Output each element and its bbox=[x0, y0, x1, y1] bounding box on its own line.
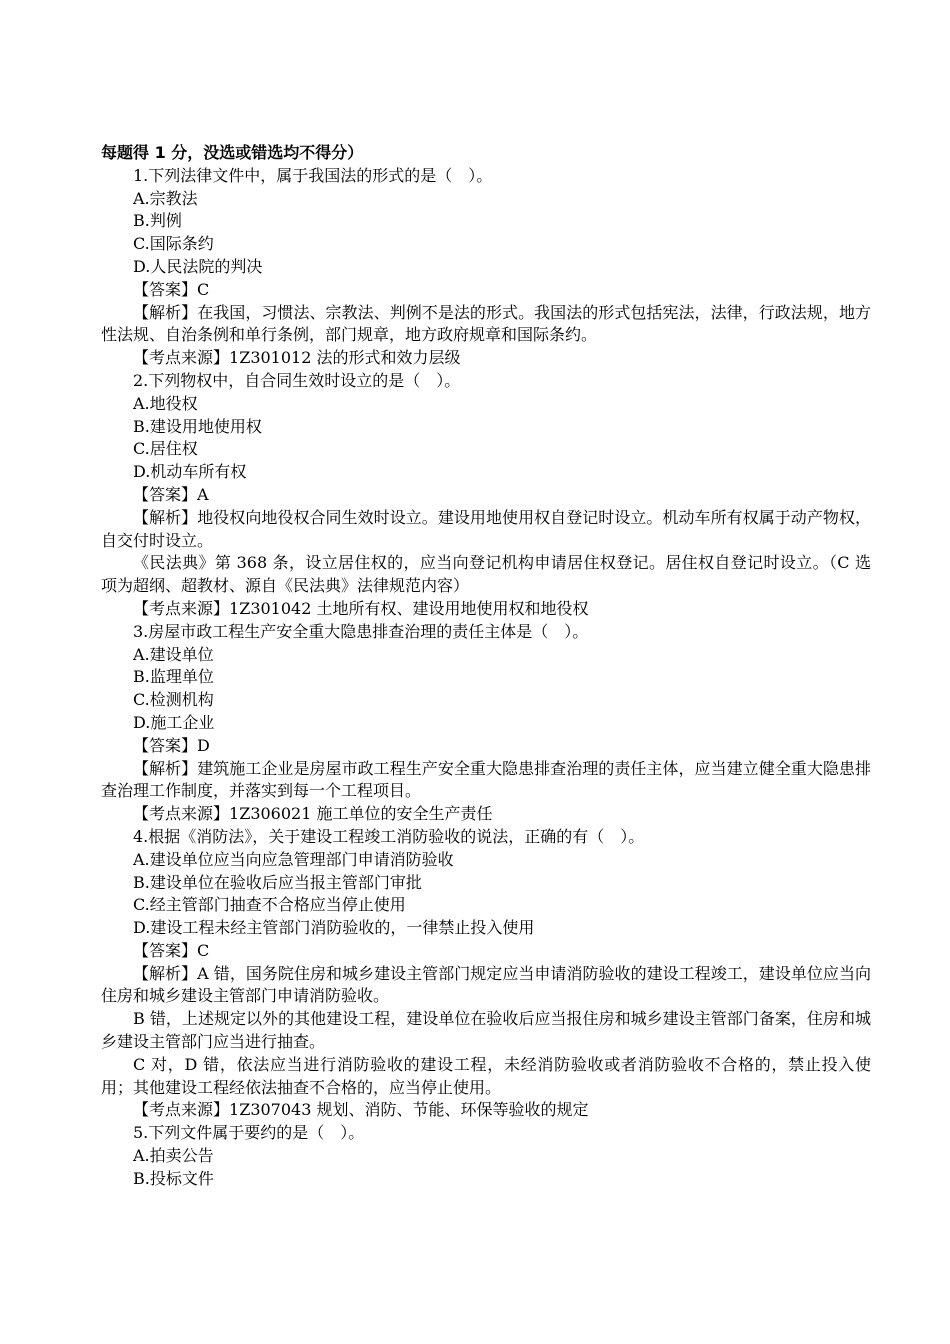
question-stem: 3.房屋市政工程生产安全重大隐患排查治理的责任主体是（ ）。 bbox=[133, 621, 589, 641]
option-d: D.施工企业 bbox=[133, 712, 215, 732]
question-stem: 1.下列法律文件中，属于我国法的形式的是（ ）。 bbox=[133, 165, 493, 185]
document-page bbox=[101, 142, 871, 1191]
answer-line bbox=[101, 484, 871, 507]
source-text: 1Z306021 施工单位的安全生产责任 bbox=[229, 804, 493, 824]
analysis-paragraph: 《民法典》第 368 条，设立居住权的，应当向登记机构申请居住权登记。居住权自登记时设立。（C 选项为超纲、超教材、源自《民法典》法律规范内容） bbox=[101, 553, 871, 596]
analysis-paragraph bbox=[101, 963, 871, 1009]
analysis-label: 【解析】 bbox=[133, 758, 198, 778]
section-header: 每题得 1 分，没选或错选均不得分） bbox=[101, 143, 364, 162]
option-c: C.居住权 bbox=[133, 439, 198, 459]
question-stem: 4.根据《消防法》，关于建设工程竣工消防验收的说法，正确的有（ ）。 bbox=[133, 826, 645, 846]
analysis-paragraph: C 对，D 错，依法应当进行消防验收的建设工程，未经消防验收或者消防验收不合格的，禁止投入使用；其他建设工程经依法抽查不合格的，应当停止使用。 bbox=[101, 1054, 871, 1097]
analysis-label: 【解析】 bbox=[133, 302, 198, 322]
analysis-text: 在我国，习惯法、宗教法、判例不是法的形式。我国法的形式包括宪法，法律，行政法规，地方性法规、自治条例和单行条例，部门规章，地方政府规章和国际条约。 bbox=[101, 302, 871, 345]
answer-value: C bbox=[197, 940, 210, 960]
question-2 bbox=[101, 370, 871, 621]
answer-value: C bbox=[197, 279, 210, 299]
option-a: A.建设单位 bbox=[133, 644, 214, 664]
analysis-label: 【解析】 bbox=[133, 963, 198, 983]
answer-line bbox=[101, 279, 871, 302]
source-line bbox=[101, 347, 871, 370]
option-d: D.机动车所有权 bbox=[133, 462, 247, 482]
analysis-label: 【解析】 bbox=[133, 507, 198, 527]
source-line bbox=[101, 598, 871, 621]
question-stem: 5.下列文件属于要约的是（ ）。 bbox=[133, 1123, 365, 1143]
answer-line bbox=[101, 735, 871, 758]
answer-label: 【答案】 bbox=[133, 484, 198, 504]
question-5 bbox=[101, 1122, 871, 1190]
option-a: A.建设单位应当向应急管理部门申请消防验收 bbox=[133, 849, 454, 869]
analysis-text: 地役权向地役权合同生效时设立。建设用地使用权自登记时设立。机动车所有权属于动产物权，自交付时设立。 bbox=[101, 507, 871, 550]
source-text: 1Z301042 土地所有权、建设用地使用权和地役权 bbox=[229, 598, 589, 618]
option-c: C.国际条约 bbox=[133, 234, 214, 254]
question-stem: 2.下列物权中，自合同生效时设立的是（ ）。 bbox=[133, 370, 461, 390]
source-label: 【考点来源】 bbox=[133, 1100, 230, 1120]
analysis-text: A 错，国务院住房和城乡建设主管部门规定应当申请消防验收的建设工程竣工，建设单位应当向住房和城乡建设主管部门申请消防验收。 bbox=[101, 963, 871, 1006]
answer-line bbox=[101, 940, 871, 963]
option-b: B.监理单位 bbox=[133, 667, 214, 687]
option-c: C.检测机构 bbox=[133, 690, 214, 710]
option-b: B.投标文件 bbox=[133, 1168, 214, 1188]
analysis-paragraph bbox=[101, 302, 871, 348]
analysis-paragraph bbox=[101, 758, 871, 804]
source-label: 【考点来源】 bbox=[133, 348, 230, 368]
option-a: A.宗教法 bbox=[133, 188, 198, 208]
answer-value: A bbox=[197, 484, 209, 504]
option-a: A.拍卖公告 bbox=[133, 1146, 214, 1166]
option-c: C.经主管部门抽查不合格应当停止使用 bbox=[133, 895, 406, 915]
answer-label: 【答案】 bbox=[133, 940, 198, 960]
option-b: B.建设用地使用权 bbox=[133, 416, 262, 436]
question-1 bbox=[101, 165, 871, 370]
option-b: B.建设单位在验收后应当报主管部门审批 bbox=[133, 872, 422, 892]
analysis-paragraph bbox=[101, 507, 871, 553]
option-d: D.人民法院的判决 bbox=[133, 256, 263, 276]
option-a: A.地役权 bbox=[133, 393, 198, 413]
analysis-text: 建筑施工企业是房屋市政工程生产安全重大隐患排查治理的责任主体，应当建立健全重大隐患排查治理工作制度，并落实到每一个工程项目。 bbox=[101, 758, 871, 801]
question-3 bbox=[101, 621, 871, 826]
option-d: D.建设工程未经主管部门消防验收的，一律禁止投入使用 bbox=[133, 918, 535, 938]
answer-label: 【答案】 bbox=[133, 735, 198, 755]
source-text: 1Z307043 规划、消防、节能、环保等验收的规定 bbox=[229, 1100, 589, 1120]
source-line bbox=[101, 803, 871, 826]
question-4 bbox=[101, 826, 871, 1122]
analysis-paragraph: B 错，上述规定以外的其他建设工程，建设单位在验收后应当报住房和城乡建设主管部门备案，住房和城乡建设主管部门应当进行抽查。 bbox=[101, 1009, 871, 1052]
source-line bbox=[101, 1099, 871, 1122]
source-text: 1Z301012 法的形式和效力层级 bbox=[229, 348, 461, 368]
option-b: B.判例 bbox=[133, 211, 182, 231]
answer-label: 【答案】 bbox=[133, 279, 198, 299]
source-label: 【考点来源】 bbox=[133, 598, 230, 618]
answer-value: D bbox=[197, 735, 210, 755]
source-label: 【考点来源】 bbox=[133, 804, 230, 824]
